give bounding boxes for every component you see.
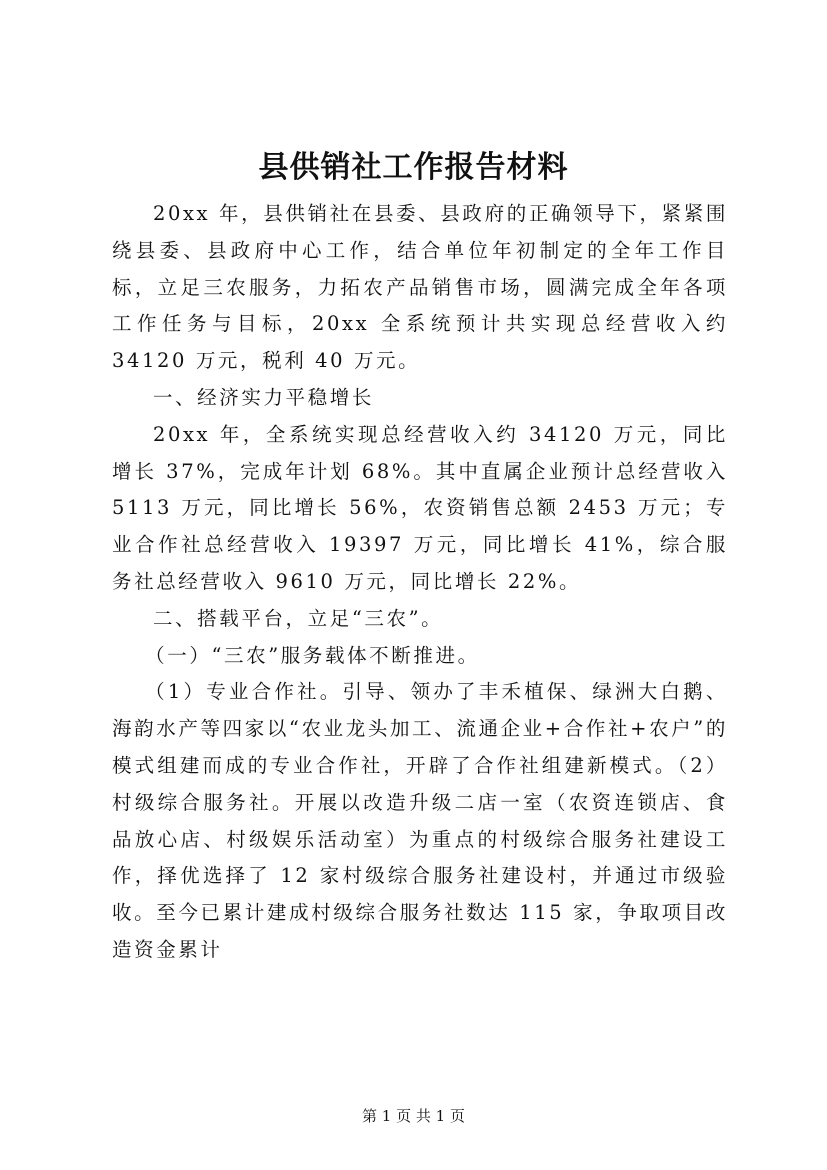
paragraph-intro: 20xx 年，县供销社在县委、县政府的正确领导下，紧紧围绕县委、县政府中心工作，结合单位年初制定的全年工作目标，立足三农服务，力拓农产品销售市场，圆满完成全年各项工作任务与目标，20xx 全系统预计共实现总经营收入约 34120 万元，税利 40 万元。 <box>112 202 728 373</box>
section-heading-economy: 一、经济实力平稳增长 <box>152 385 374 409</box>
section-heading-platform: 二、搭载平台，立足“三农”。 <box>152 606 444 630</box>
paragraph-economy: 20xx 年，全系统实现总经营收入约 34120 万元，同比增长 37%，完成年计划 68%。其中直属企业预计总经营收入 5113 万元，同比增长 56%，农资销售总额 2453 万元；专业合作社总经营收入 19397 万元，同比增长 41%，综合服务社总经营收入 9610 万元，同比增长 22%。 <box>112 422 728 593</box>
paragraph-cooperatives: （1）专业合作社。引导、领办了丰禾植保、绿洲大白鹅、海韵水产等四家以“农业龙头加工、流通企业+合作社+农户”的模式组建而成的专业合作社，开辟了合作社组建新模式。（2）村级综合服务社。开展以改造升级二店一室（农资连锁店、食品放心店、村级娱乐活动室）为重点的村级综合服务社建设工作，择优选择了 12 家村级综合服务社建设村，并通过市级验收。至今已累计建成村级综合服务社数达 115 家，争取项目改造资金累计 <box>112 680 728 961</box>
page-footer: 第 1 页 共 1 页 <box>362 1107 465 1125</box>
document-title: 县供销社工作报告材料 <box>258 150 569 185</box>
subsection-heading-carrier: （一）“三农”服务载体不断推进。 <box>145 643 480 667</box>
document-body <box>112 196 728 969</box>
